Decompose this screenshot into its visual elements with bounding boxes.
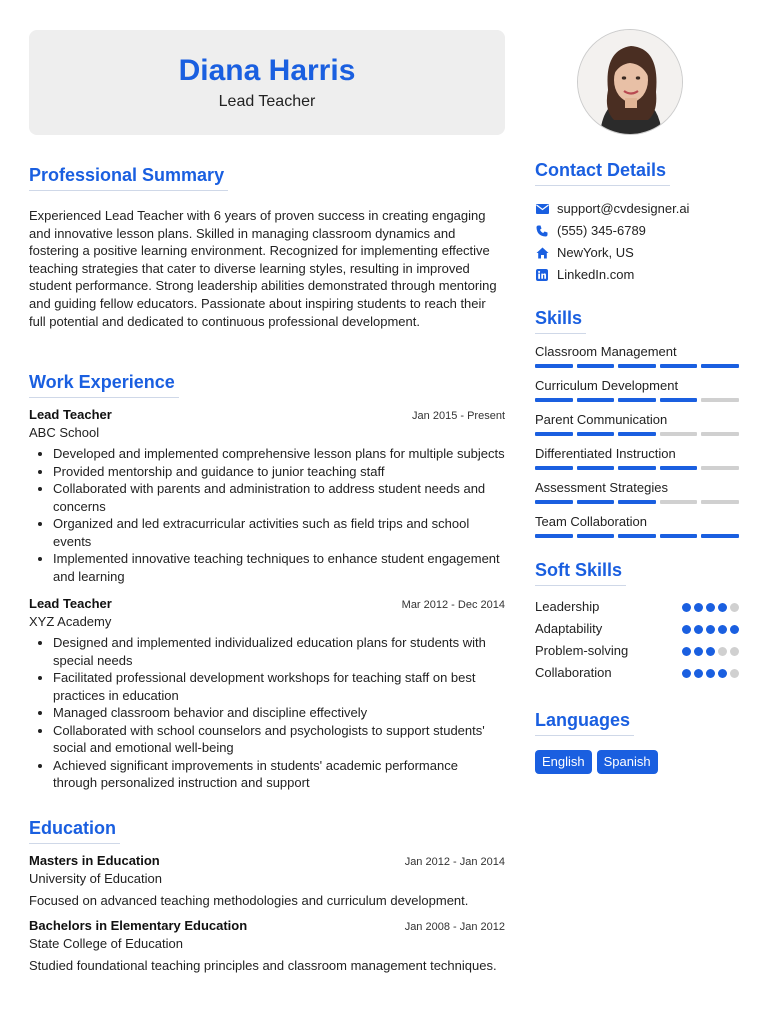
rating-dot: [706, 603, 715, 612]
school-name: University of Education: [29, 870, 162, 886]
education-entry: [29, 852, 505, 910]
email-text[interactable]: support@cvdesigner.ai: [557, 201, 690, 216]
rating-dot: [706, 625, 715, 634]
rating-dot: [706, 647, 715, 656]
skill-level-segment: [618, 466, 656, 470]
job-bullets: [29, 445, 505, 585]
skill-level-segment: [618, 364, 656, 368]
job-entry: [29, 406, 505, 585]
skill-level-segment: [618, 398, 656, 402]
soft-skill-item: [535, 618, 739, 640]
candidate-name: Diana Harris: [178, 54, 356, 87]
skill-level-segment: [660, 398, 698, 402]
job-date: Mar 2012 - Dec 2014: [401, 599, 505, 612]
education-description: Focused on advanced teaching methodologies and curriculum development.: [29, 892, 469, 908]
soft-skill-name: Collaboration: [535, 665, 612, 680]
skill-level-segment: [701, 500, 739, 504]
soft-skill-name: Adaptability: [535, 621, 603, 636]
skill-level-bar: [535, 364, 739, 368]
rating-dot: [718, 603, 727, 612]
language-tags: [535, 750, 739, 774]
skill-level-bar: [535, 466, 739, 470]
rating-dot: [694, 647, 703, 656]
profile-photo: [577, 29, 683, 135]
skill-level-segment: [535, 398, 573, 402]
rating-dot: [730, 603, 739, 612]
job-bullets: [29, 634, 505, 792]
rating-dot: [682, 669, 691, 678]
skill-level-bar: [535, 534, 739, 538]
skill-item: [535, 344, 739, 368]
contact-phone: [535, 220, 739, 242]
skill-name: Curriculum Development: [535, 378, 679, 393]
languages-heading: Languages: [535, 710, 634, 736]
job-organization: XYZ Academy: [29, 614, 112, 630]
rating-dot: [682, 625, 691, 634]
linkedin-text[interactable]: LinkedIn.com: [557, 267, 635, 282]
soft-skill-item: [535, 640, 739, 662]
soft-skill-rating: [682, 669, 739, 678]
skill-name: Assessment Strategies: [535, 480, 668, 495]
skill-level-segment: [577, 534, 615, 538]
soft-skill-item: [535, 662, 739, 684]
rating-dot: [694, 625, 703, 634]
rating-dot: [730, 625, 739, 634]
rating-dot: [730, 669, 739, 678]
experience-section: [29, 372, 505, 792]
home-icon: [535, 246, 549, 260]
skill-level-segment: [577, 500, 615, 504]
rating-dot: [718, 625, 727, 634]
skill-level-segment: [660, 364, 698, 368]
rating-dot: [730, 647, 739, 656]
skill-level-segment: [577, 466, 615, 470]
rating-dot: [718, 669, 727, 678]
contact-heading: Contact Details: [535, 160, 670, 186]
soft-skill-item: [535, 596, 739, 618]
skill-level-segment: [535, 364, 573, 368]
rating-dot: [718, 647, 727, 656]
skill-level-segment: [577, 398, 615, 402]
left-column: [29, 165, 505, 975]
skill-level-segment: [660, 500, 698, 504]
job-bullet: • Achieved significant improvements in students' academic performance through personalized instruction and support: [53, 757, 505, 792]
contact-location: [535, 242, 739, 264]
job-date: Jan 2015 - Present: [412, 410, 505, 423]
skill-level-segment: [535, 500, 573, 504]
contact-section: [535, 160, 739, 286]
job-bullet: • Implemented innovative teaching techniques to enhance student engagement and learning: [53, 550, 505, 585]
summary-text: Experienced Lead Teacher with 6 years of proven success in creating engaging and innovative lesson plans. Skilled in managing classroom dynamics and fostering a positive learning environment. Recognized for implementing effective teaching strategies that cater to diverse learning styles, resulting in improved student performance. Strong leadership abilities demonstrated through mentoring and guiding fellow educators. Passionate about inspiring students to reach their full potential and dedicated to continuous professional development.: [29, 208, 497, 329]
summary-section: [29, 165, 505, 330]
education-date: Jan 2008 - Jan 2012: [404, 921, 505, 934]
rating-dot: [694, 669, 703, 678]
header-box: [29, 30, 505, 135]
linkedin-icon: [535, 268, 549, 282]
job-bullet: • Organized and led extracurricular activities such as field trips and school events: [53, 515, 505, 550]
degree-name: Masters in Education: [29, 852, 160, 868]
job-organization: ABC School: [29, 425, 100, 441]
phone-icon: [535, 224, 549, 238]
skill-item: [535, 446, 739, 470]
soft-skill-rating: [682, 603, 739, 612]
candidate-title: Lead Teacher: [218, 93, 316, 110]
skill-name: Classroom Management: [535, 344, 677, 359]
job-entry: [29, 595, 505, 792]
degree-name: Bachelors in Elementary Education: [29, 918, 248, 934]
soft-skill-rating: [682, 647, 739, 656]
soft-skills-heading: Soft Skills: [535, 560, 626, 586]
skills-heading: Skills: [535, 308, 586, 334]
skill-item: [535, 412, 739, 436]
job-bullet: • Provided mentorship and guidance to junior teaching staff: [53, 463, 505, 481]
skill-level-segment: [701, 364, 739, 368]
skill-level-segment: [618, 432, 656, 436]
location-text: NewYork, US: [557, 245, 634, 260]
skill-level-segment: [535, 466, 573, 470]
skill-level-segment: [535, 534, 573, 538]
education-heading: Education: [29, 818, 120, 844]
job-bullet: • Developed and implemented comprehensive lesson plans for multiple subjects: [53, 445, 505, 463]
skill-level-segment: [660, 466, 698, 470]
skill-level-segment: [618, 534, 656, 538]
skill-level-segment: [535, 432, 573, 436]
skill-level-segment: [577, 364, 615, 368]
job-bullet: • Designed and implemented individualized education plans for students with special needs: [53, 634, 505, 669]
soft-skill-rating: [682, 625, 739, 634]
skill-item: [535, 480, 739, 504]
skill-level-bar: [535, 432, 739, 436]
skill-level-segment: [660, 432, 698, 436]
language-tag-english: English: [535, 750, 592, 774]
skill-level-bar: [535, 500, 739, 504]
soft-skills-section: [535, 560, 739, 684]
job-bullet: • Collaborated with school counselors and psychologists to support students' social and emotional well-being: [53, 722, 505, 757]
job-role: Lead Teacher: [29, 596, 112, 612]
envelope-icon: [535, 202, 549, 216]
education-section: [29, 818, 505, 975]
portrait-illustration: [578, 30, 683, 135]
soft-skill-name: Leadership: [535, 599, 600, 614]
school-name: State College of Education: [29, 936, 183, 952]
skill-item: [535, 514, 739, 538]
job-bullet: • Managed classroom behavior and discipline effectively: [53, 704, 505, 722]
education-date: Jan 2012 - Jan 2014: [404, 855, 505, 868]
skill-level-segment: [701, 432, 739, 436]
education-entry: [29, 917, 505, 975]
soft-skill-name: Problem-solving: [535, 643, 629, 658]
language-tag-spanish: Spanish: [597, 750, 658, 774]
rating-dot: [682, 647, 691, 656]
right-column: [535, 160, 739, 774]
contact-email: [535, 198, 739, 220]
skill-level-segment: [701, 466, 739, 470]
rating-dot: [694, 603, 703, 612]
job-role: Lead Teacher: [29, 407, 112, 423]
contact-linkedin: [535, 264, 739, 286]
job-bullet: • Facilitated professional development workshops for teaching staff on best practices in education: [53, 669, 505, 704]
skills-section: [535, 308, 739, 538]
skill-level-segment: [660, 534, 698, 538]
skill-level-bar: [535, 398, 739, 402]
rating-dot: [682, 603, 691, 612]
phone-text: (555) 345-6789: [557, 223, 646, 238]
skill-name: Parent Communication: [535, 412, 668, 427]
skill-item: [535, 378, 739, 402]
skill-level-segment: [618, 500, 656, 504]
skills-list: [535, 344, 739, 538]
experience-heading: Work Experience: [29, 372, 179, 398]
skill-level-segment: [577, 432, 615, 436]
summary-heading: Professional Summary: [29, 165, 228, 191]
languages-section: [535, 710, 739, 774]
skill-level-segment: [701, 534, 739, 538]
skill-name: Differentiated Instruction: [535, 446, 676, 461]
skill-name: Team Collaboration: [535, 514, 648, 529]
education-description: Studied foundational teaching principles and classroom management techniques.: [29, 958, 497, 974]
rating-dot: [706, 669, 715, 678]
skill-level-segment: [701, 398, 739, 402]
job-bullet: • Collaborated with parents and administration to address student needs and concerns: [53, 480, 505, 515]
